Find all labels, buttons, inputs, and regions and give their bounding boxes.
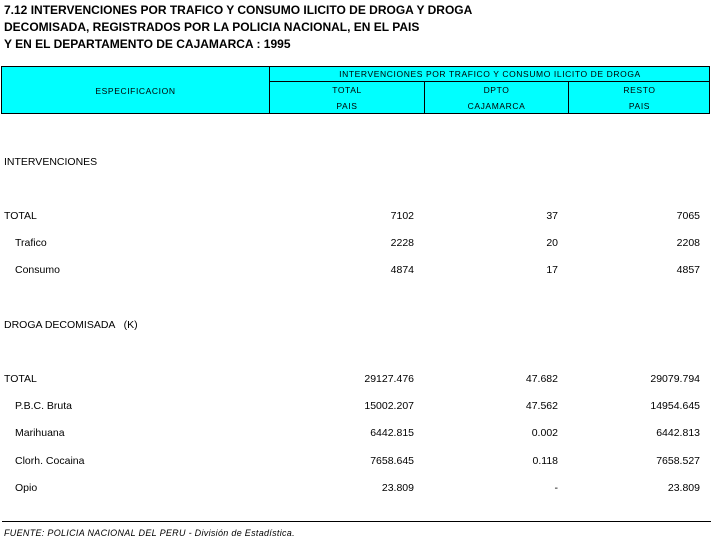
cell-dpto-cajamarca: 17: [546, 264, 558, 276]
cell-resto-pais: 4857: [676, 264, 700, 276]
cell-dpto-cajamarca: 47.562: [525, 400, 558, 412]
table-row: [0, 373, 712, 387]
row-label: P.B.C. Bruta: [15, 400, 73, 412]
table-row: [0, 400, 712, 414]
row-label: Trafico: [15, 237, 47, 249]
page-title: [4, 2, 472, 53]
table-header: [1, 66, 710, 114]
cell-dpto-cajamarca: -: [554, 482, 558, 494]
cell-dpto-cajamarca: 47.682: [525, 373, 558, 385]
header-col3-top: RESTO: [623, 85, 656, 95]
header-col1-bottom: PAIS: [336, 101, 358, 111]
header-col3-bottom: PAIS: [628, 101, 651, 111]
cell-total-pais: 29127.476: [364, 373, 414, 385]
row-label: INTERVENCIONES: [4, 156, 98, 168]
table-row: [0, 455, 712, 469]
row-label: Opio: [15, 482, 38, 494]
header-group: INTERVENCIONES POR TRAFICO Y CONSUMO ILICITO DE DROGA: [339, 69, 641, 79]
row-label: Clorh. Cocaina: [15, 455, 85, 467]
cell-resto-pais: 29079.794: [650, 373, 700, 385]
table-row: [0, 264, 712, 278]
row-label: DROGA DECOMISADA (K): [4, 319, 138, 331]
cell-total-pais: 15002.207: [364, 400, 414, 412]
section-row: [0, 156, 712, 170]
header-col1-top: TOTAL: [332, 85, 362, 95]
table-row: [0, 482, 712, 496]
cell-resto-pais: 23.809: [667, 482, 700, 494]
header-col2-bottom: CAJAMARCA: [467, 101, 526, 111]
header-col2-top: DPTO: [483, 85, 510, 95]
cell-total-pais: 4874: [390, 264, 414, 276]
footer-divider: [2, 521, 711, 522]
table-row: [0, 237, 712, 251]
section-row: [0, 319, 712, 333]
cell-resto-pais: 2208: [676, 237, 700, 249]
cell-resto-pais: 7658.527: [656, 455, 700, 467]
row-label: TOTAL: [4, 210, 37, 222]
cell-total-pais: 7102: [390, 210, 414, 222]
title-line-3: Y EN EL DEPARTAMENTO DE CAJAMARCA : 1995: [4, 37, 291, 51]
title-line-1: 7.12 INTERVENCIONES POR TRAFICO Y CONSUMO ILICITO DE DROGA Y DROGA: [4, 3, 473, 17]
table-row: [0, 210, 712, 224]
row-label: Consumo: [15, 264, 60, 276]
cell-dpto-cajamarca: 37: [546, 210, 558, 222]
row-label: Marihuana: [15, 427, 65, 439]
cell-total-pais: 23.809: [381, 482, 414, 494]
header-specification: ESPECIFICACION: [95, 86, 176, 96]
cell-dpto-cajamarca: 0.002: [531, 427, 558, 439]
source-note: FUENTE: POLICIA NACIONAL DEL PERU - División de Estadística.: [4, 528, 295, 538]
cell-dpto-cajamarca: 20: [546, 237, 558, 249]
row-label: TOTAL: [4, 373, 37, 385]
cell-dpto-cajamarca: 0.118: [532, 455, 558, 467]
title-line-2: DECOMISADA, REGISTRADOS POR LA POLICIA NACIONAL, EN EL PAIS: [4, 20, 420, 34]
cell-total-pais: 7658.645: [370, 455, 414, 467]
header-divider: [269, 81, 710, 82]
table-row: [0, 427, 712, 441]
cell-resto-pais: 7065: [676, 210, 700, 222]
cell-resto-pais: 6442.813: [656, 427, 700, 439]
cell-total-pais: 2228: [390, 237, 414, 249]
cell-resto-pais: 14954.645: [650, 400, 700, 412]
cell-total-pais: 6442.815: [370, 427, 414, 439]
